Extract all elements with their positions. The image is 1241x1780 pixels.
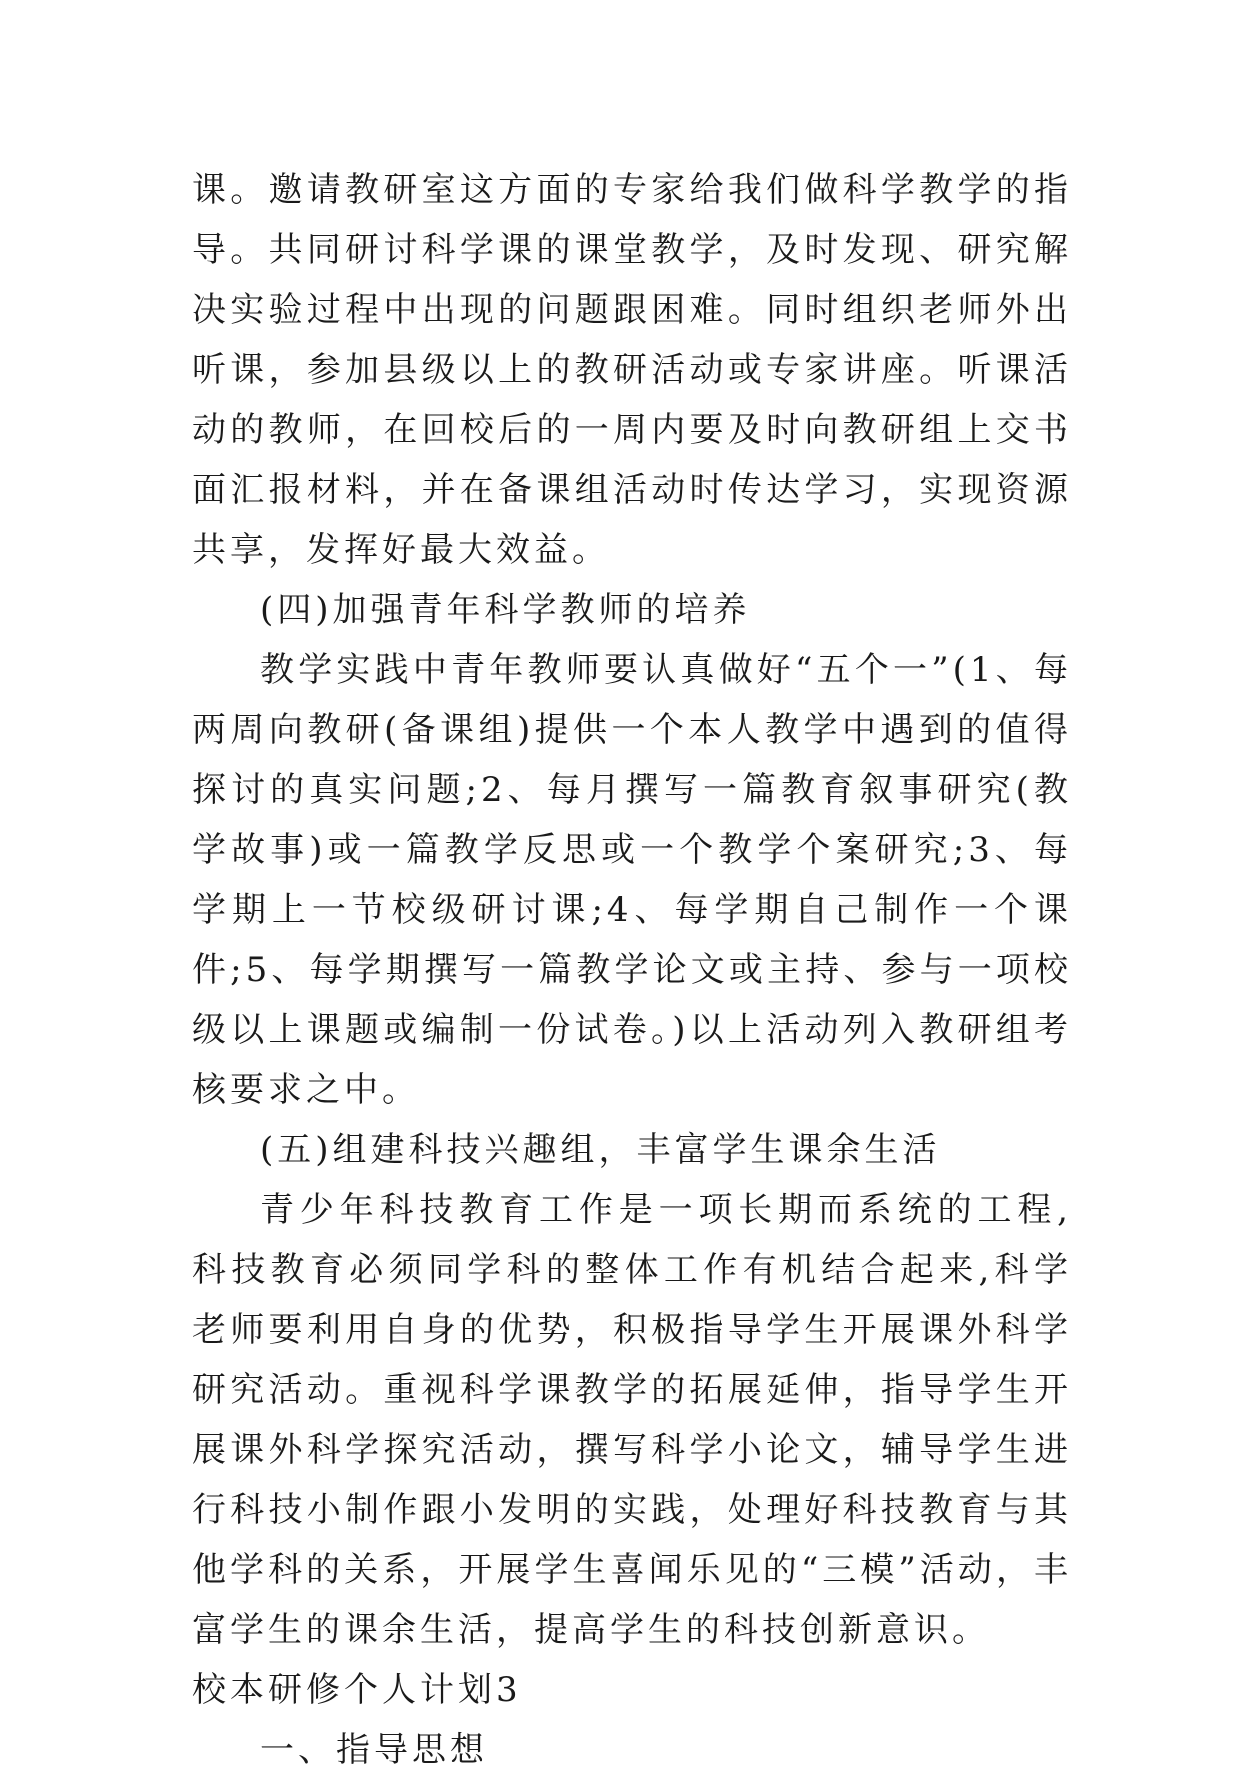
paragraph-young-teachers: 教学实践中青年教师要认真做好“五个一”(1、每两周向教研(备课组)提供一个本人教学中遇到的值得探讨的真实问题;2、每月撰写一篇教育叙事研究(教学故事)或一篇教学反思或一个教学个案研究;3、每学期上一节校级研讨课;4、每学期自己制作一个课件;5、每学期撰写一篇教学论文或主持、参与一项校级以上课题或编制一份试卷。)以上活动列入教研组考核要求之中。	[192, 650, 1072, 1110]
document-title: 校本研修个人计划3	[192, 1670, 522, 1710]
section-heading-five: (五)组建科技兴趣组，丰富学生课余生活	[260, 1130, 941, 1170]
section-heading-guiding-ideology: 一、指导思想	[260, 1730, 488, 1770]
section-heading-four: (四)加强青年科学教师的培养	[260, 590, 751, 630]
paragraph-continuation: 课。邀请教研室这方面的专家给我们做科学教学的指导。共同研讨科学课的课堂教学，及时发现、研究解决实验过程中出现的问题跟困难。同时组织老师外出听课，参加县级以上的教研活动或专家讲座。听课活动的教师，在回校后的一周内要及时向教研组上交书面汇报材料，并在备课组活动时传达学习，实现资源共享，发挥好最大效益。	[192, 170, 1072, 570]
document-body	[192, 160, 1072, 1780]
paragraph-science-education: 青少年科技教育工作是一项长期而系统的工程,科技教育必须同学科的整体工作有机结合起来,科学老师要利用自身的优势，积极指导学生开展课外科学研究活动。重视科学课教学的拓展延伸，指导学生开展课外科学探究活动，撰写科学小论文，辅导学生进行科技小制作跟小发明的实践，处理好科技教育与其他学科的关系，开展学生喜闻乐见的“三模”活动，丰富学生的课余生活，提高学生的科技创新意识。	[192, 1190, 1072, 1650]
